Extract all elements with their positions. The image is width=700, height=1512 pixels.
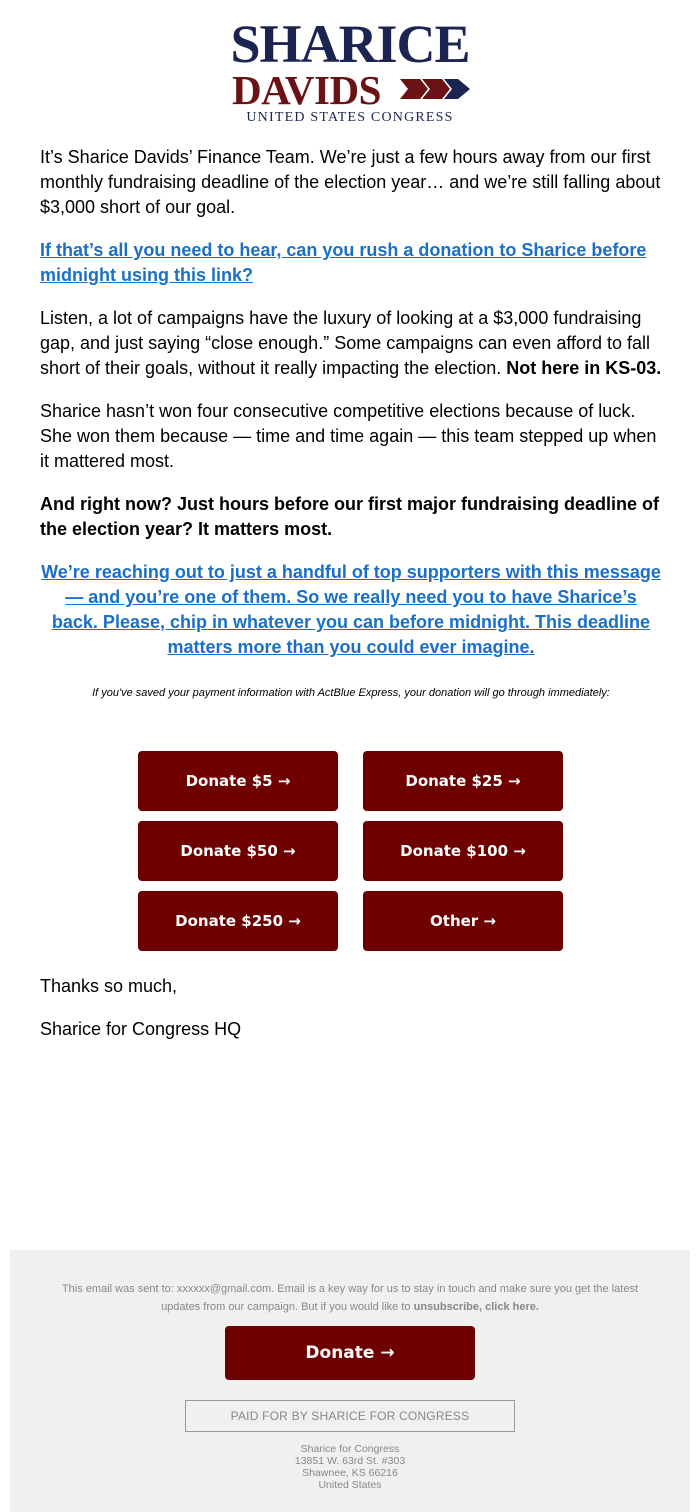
logo-tagline: UNITED STATES CONGRESS xyxy=(246,110,454,125)
mailing-address xyxy=(10,1443,690,1491)
signature-text: Sharice for Congress HQ xyxy=(40,1019,242,1039)
logo-name-line2: DAVIDS xyxy=(232,67,381,113)
unsubscribe-link[interactable]: unsubscribe, click here. xyxy=(413,1301,539,1313)
address-name: Sharice for Congress xyxy=(300,1443,400,1455)
donate-25-button[interactable]: Donate $25 → xyxy=(363,751,563,811)
address-street: 13851 W. 63rd St. #303 xyxy=(294,1455,406,1467)
logo-name-line1: SHARICE xyxy=(230,14,470,74)
campaign-logo xyxy=(0,0,700,140)
intro-paragraph: It’s Sharice Davids’ Finance Team. We’re just a few hours away from our first monthly fundraising deadline of the election year… and we’re still falling about $3,000 short of our goal. xyxy=(40,147,661,217)
signoff xyxy=(40,974,640,1060)
matters-bold: And right now? Just hours before our first major fundraising deadline of the election year? It matters most. xyxy=(40,494,660,539)
paid-for-disclaimer: PAID FOR BY SHARICE FOR CONGRESS xyxy=(185,1400,515,1432)
footer-sent-notice xyxy=(50,1280,650,1316)
arrow-chevrons-icon xyxy=(400,76,472,102)
elections-paragraph: Sharice hasn’t won four consecutive competitive elections because of luck. She won them because — time and time again — this team stepped up when it mattered most. xyxy=(40,401,657,471)
thanks-text: Thanks so much, xyxy=(40,976,178,996)
gap-paragraph-text: Listen, a lot of campaigns have the luxury of looking at a $3,000 fundraising gap, and just saying “close enough.” Some campaigns can even afford to fall short of their goals, without it really impacting the election. xyxy=(40,308,651,378)
donate-other-button[interactable]: Other → xyxy=(363,891,563,951)
donate-100-button[interactable]: Donate $100 → xyxy=(363,821,563,881)
donation-link-2[interactable]: We’re reaching out to just a handful of top supporters with this message — and you’re one of them. So we really need you to have Sharice’s back. Please, chip in whatever you can before midnight. This deadline matters more than you could ever imagine. xyxy=(41,562,661,657)
actblue-fine-print: If you've saved your payment information with ActBlue Express, your donation will go through immediately: xyxy=(92,687,610,699)
donation-link-1[interactable]: If that’s all you need to hear, can you rush a donation to Sharice before midnight using this link? xyxy=(40,240,647,285)
address-country: United States xyxy=(318,1479,382,1491)
email-body xyxy=(40,145,662,700)
donate-250-button[interactable]: Donate $250 → xyxy=(138,891,338,951)
gap-paragraph xyxy=(40,306,662,381)
footer-sent-text: This email was sent to: xxxxxx@gmail.com. Email is a key way for us to stay in touch and make sure you get the latest updates from our campaign. But if you would like to xyxy=(61,1283,639,1313)
donate-50-button[interactable]: Donate $50 → xyxy=(138,821,338,881)
email-footer xyxy=(10,1250,690,1512)
address-city: Shawnee, KS 66216 xyxy=(302,1467,398,1479)
donate-5-button[interactable]: Donate $5 → xyxy=(138,751,338,811)
gap-paragraph-bold: Not here in KS-03. xyxy=(506,358,662,378)
footer-donate-button[interactable]: Donate → xyxy=(225,1326,475,1380)
logo-name-line2-row xyxy=(230,67,480,113)
matters-paragraph xyxy=(40,492,662,542)
